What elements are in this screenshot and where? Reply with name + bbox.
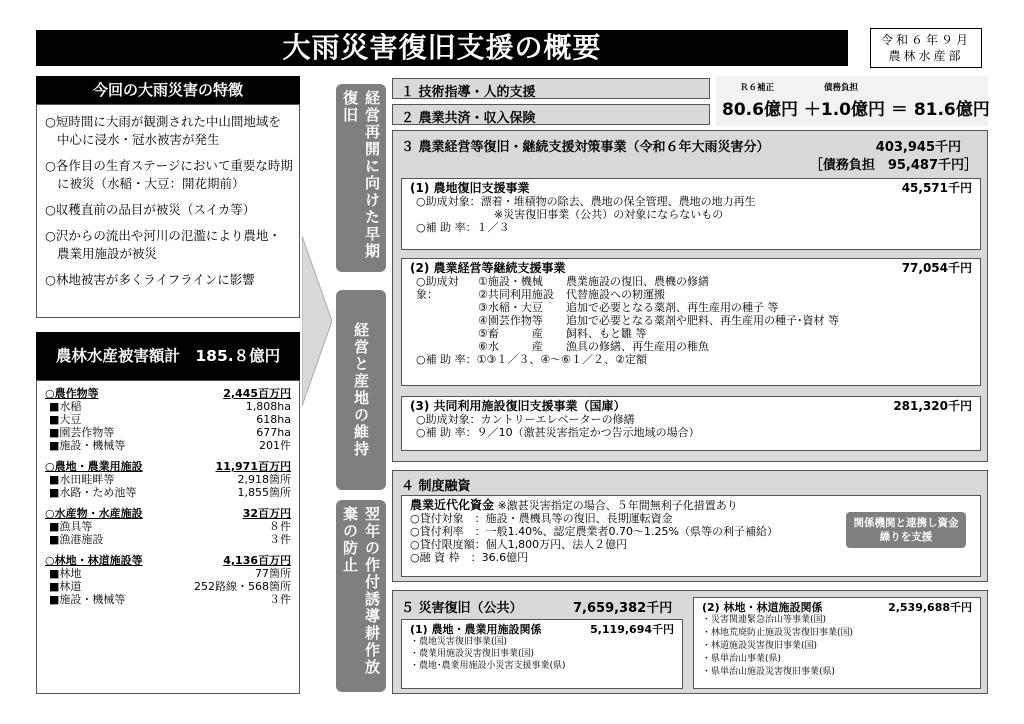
loan-line: ○貸付限度額：個人1,800万円、法人２億円 xyxy=(410,538,628,551)
damage-group xyxy=(45,460,291,499)
program-shared-facility xyxy=(401,396,981,451)
damage-item-name: ■園芸作物等 xyxy=(49,426,115,439)
program-title: (2) 林地・林道施設関係 xyxy=(702,601,823,614)
program-title: (3) 共同利用施設復旧支援事業（国庫） xyxy=(410,399,626,413)
funding-support-badge: 関係機関と連携し資金繰りを支援 xyxy=(846,512,966,548)
damage-item-value: 201件 xyxy=(259,439,291,452)
damage-heading: 農林水産被害額計 185.８億円 xyxy=(36,332,300,380)
damage-item-name: ■水稲 xyxy=(49,400,82,413)
section-4 xyxy=(392,470,988,582)
program-amount: 5,119,694千円 xyxy=(590,623,674,636)
damage-item-name: ■漁港施設 xyxy=(49,533,104,546)
program-amount: 281,320千円 xyxy=(893,399,972,413)
program-title: (1) 農地・農業用施設関係 xyxy=(410,623,542,636)
debt-label: 債務負担 xyxy=(824,83,859,93)
damage-item-name: ■大豆 xyxy=(49,413,82,426)
target-category: ⑤畜 産 xyxy=(478,327,543,340)
forest-road-disaster xyxy=(693,597,981,689)
section-3-debt: ［債務負担 95,487千円］ xyxy=(809,158,977,173)
damage-group xyxy=(45,387,291,452)
feature-item: ○各作目の生育ステージにおいて重要な時期に被災（水稲・大豆：開花期前） xyxy=(45,158,293,191)
section-5-title: ５ 災害復旧（公共） xyxy=(401,601,523,616)
fund-name: 農業近代化資金 xyxy=(410,498,495,512)
program-amount: 77,054千円 xyxy=(901,261,972,275)
damage-item-value: ３件 xyxy=(269,533,291,546)
damage-item-name: ■水路・ため池等 xyxy=(49,486,137,499)
target-category: ②共同利用施設 xyxy=(478,288,554,301)
subsidy-rate: ○補 助 率：①③１／３、④～⑥１／２、②定額 xyxy=(416,353,647,366)
subsidy-rate: ○補 助 率：９／10（激甚災害指定かつ告示地域の場合） xyxy=(416,426,700,439)
damage-item xyxy=(45,533,291,546)
loan-line: ○融 資 枠 ：36.6億円 xyxy=(410,551,529,564)
loan-line: ○貸付対象 ：施設・農機具等の復旧、長期運転資金 xyxy=(410,512,673,525)
fund-note: ※激甚災害指定の場合、５年間無利子化措置あり xyxy=(497,499,738,512)
target-category: ④園芸作物等 xyxy=(478,314,543,327)
target-detail: 代替施設への籾運搬 xyxy=(566,288,665,301)
r6-label: Ｒ６補正 xyxy=(740,83,775,93)
subsidy-target: ○助成対象：漂着・堆積物の除去、農地の保全管理、農地の地力再生 xyxy=(416,195,756,208)
pillar-prevent-abandonment: 翌年の作付誘導耕作放棄の防止 xyxy=(336,500,386,692)
date-line: 令和６年９月 xyxy=(880,33,971,47)
feature-item: ○収穫直前の品目が被災（スイカ等） xyxy=(45,202,256,217)
damage-group xyxy=(45,554,291,606)
damage-item xyxy=(45,567,291,580)
target-detail: 追加で必要となる薬剤や肥料、再生産用の種子･資材 等 xyxy=(566,314,839,327)
program-amount: 2,539,688千円 xyxy=(888,601,972,614)
damage-group-header xyxy=(45,387,291,400)
subsidy-note: ※災害復旧事業（公共）の対象にならないもの xyxy=(494,208,724,221)
date-box xyxy=(870,28,982,68)
section-2-title: ２ 農業共済・収入保険 xyxy=(392,104,710,125)
damage-item-value: 677ha xyxy=(256,426,291,439)
subsidy-target-row xyxy=(478,275,839,288)
program-farmland-recovery xyxy=(401,178,981,250)
damage-group-total: 32百万円 xyxy=(242,507,291,520)
damage-item xyxy=(45,593,291,606)
damage-item xyxy=(45,426,291,439)
damage-item-value: 1,808ha xyxy=(245,400,291,413)
damage-item-value: ３件 xyxy=(269,593,291,606)
pillar-early-recovery: 経営再開に向けた早期復旧 xyxy=(336,84,386,272)
page-title: 大雨災害復旧支援の概要 xyxy=(36,30,848,66)
damage-item-value: 2,918箇所 xyxy=(237,473,291,486)
damage-item-name: ■林地 xyxy=(49,567,82,580)
damage-group-name: ○林地・林道施設等 xyxy=(45,554,143,567)
damage-group-total: 2,445百万円 xyxy=(223,387,291,400)
feature-item: ○沢からの流出や河川の氾濫により農地・農業用施設が被災 xyxy=(45,228,281,261)
target-detail: 飼料、もと雛 等 xyxy=(566,327,647,340)
program-item: ・農地･農業用施設小災害支援事業(県) xyxy=(410,661,566,671)
damage-item xyxy=(45,439,291,452)
subsidy-target-row xyxy=(478,314,839,327)
damage-group-name: ○農作物等 xyxy=(45,387,99,400)
damage-item xyxy=(45,413,291,426)
section-3 xyxy=(392,130,988,462)
program-item: ・県単治山施設災害復旧事業(県) xyxy=(702,667,836,677)
damage-group-total: 11,971百万円 xyxy=(215,460,291,473)
subsidy-target-row xyxy=(478,340,839,353)
section-3-amount: 403,945千円 xyxy=(875,140,961,155)
subsidy-target-row xyxy=(478,327,839,340)
loan-program xyxy=(401,495,981,577)
damage-group-total: 4,136百万円 xyxy=(223,554,291,567)
damage-item-name: ■施設・機械等 xyxy=(49,439,126,452)
damage-group xyxy=(45,507,291,546)
damage-item-name: ■施設・機械等 xyxy=(49,593,126,606)
target-category: ①施設・機械 xyxy=(478,275,543,288)
program-item: ・農地災害復旧事業(国) xyxy=(410,637,508,647)
program-continuity-support xyxy=(401,258,981,386)
program-title: (1) 農地復旧支援事業 xyxy=(410,181,530,195)
features-heading: 今回の大雨災害の特徴 xyxy=(36,76,300,104)
damage-item-name: ■水田畦畔等 xyxy=(49,473,115,486)
program-amount: 45,571千円 xyxy=(901,181,972,195)
section-1-title: １ 技術指導・人的支援 xyxy=(392,78,710,99)
section-5 xyxy=(392,590,988,694)
subsidy-target-table xyxy=(478,275,839,353)
target-detail: 追加で必要となる薬剤、再生産用の種子 等 xyxy=(566,301,779,314)
damage-item-name: ■林道 xyxy=(49,580,82,593)
section-4-title: ４ 制度融資 xyxy=(401,479,471,494)
subsidy-target-row xyxy=(478,288,839,301)
feature-item: ○短時間に大雨が観測された中山間地域を中心に浸水・冠水被害が発生 xyxy=(45,114,281,147)
section-5-amount: 7,659,382千円 xyxy=(573,601,673,616)
farmland-facility-disaster xyxy=(401,619,683,689)
damage-item xyxy=(45,520,291,533)
feature-item: ○林地被害が多くライフラインに影響 xyxy=(45,272,255,287)
damage-item xyxy=(45,580,291,593)
right-arrow-icon xyxy=(302,236,332,406)
damage-group-name: ○農地・農業用施設 xyxy=(45,460,143,473)
target-category: ⑥水 産 xyxy=(478,340,543,353)
program-item: ・林道施設災害復旧事業(国) xyxy=(702,641,818,651)
damage-item-value: 252路線・568箇所 xyxy=(194,580,291,593)
damage-item-value: ８件 xyxy=(269,520,291,533)
program-title: (2) 農業経営等継続支援事業 xyxy=(410,261,566,275)
target-category: ③水稲・大豆 xyxy=(478,301,543,314)
budget-summary xyxy=(716,76,988,126)
budget-formula: 80.6億円 ＋1.0億円 ＝ 81.6億円 xyxy=(722,100,990,120)
damage-group-header xyxy=(45,507,291,520)
subsidy-target-row xyxy=(478,301,839,314)
damage-item-value: 618ha xyxy=(256,413,291,426)
subsidy-rate: ○補 助 率：１／３ xyxy=(416,221,510,234)
program-item: ・農業用施設災害復旧事業(国) xyxy=(410,649,535,659)
damage-item-value: 77箇所 xyxy=(255,567,291,580)
subsidy-target-label: ○助成対象： xyxy=(416,275,459,301)
damage-group-header xyxy=(45,554,291,567)
damage-item xyxy=(45,400,291,413)
damage-item-value: 1,855箇所 xyxy=(237,486,291,499)
program-item: ・林地荒廃防止施設災害復旧事業(国) xyxy=(702,628,854,638)
subsidy-target: ○助成対象：カントリーエレベーターの修繕 xyxy=(416,413,635,426)
program-item: ・災害関連緊急治山等事業(国) xyxy=(702,615,827,625)
section-3-title: ３ 農業経営等復旧・継続支援対策事業（令和６年大雨災害分） xyxy=(401,140,770,155)
program-item: ・県単治山事業(県) xyxy=(702,654,782,664)
features-list xyxy=(36,104,300,318)
damage-item xyxy=(45,473,291,486)
damage-item xyxy=(45,486,291,499)
damage-item-name: ■漁具等 xyxy=(49,520,93,533)
target-detail: 漁具の修繕、再生産用の稚魚 xyxy=(566,340,709,353)
loan-line: ○貸付利率 ：一般1.40%、認定農業者0.70～1.25%（県等の利子補給） xyxy=(410,525,778,538)
pillar-maintain-management: 経営と産地の維持 xyxy=(336,290,386,490)
target-detail: 農業施設の復旧、農機の修繕 xyxy=(566,275,709,288)
damage-list xyxy=(36,380,300,694)
damage-group-name: ○水産物・水産施設 xyxy=(45,507,143,520)
damage-group-header xyxy=(45,460,291,473)
department-line: 農林水産部 xyxy=(888,49,964,63)
